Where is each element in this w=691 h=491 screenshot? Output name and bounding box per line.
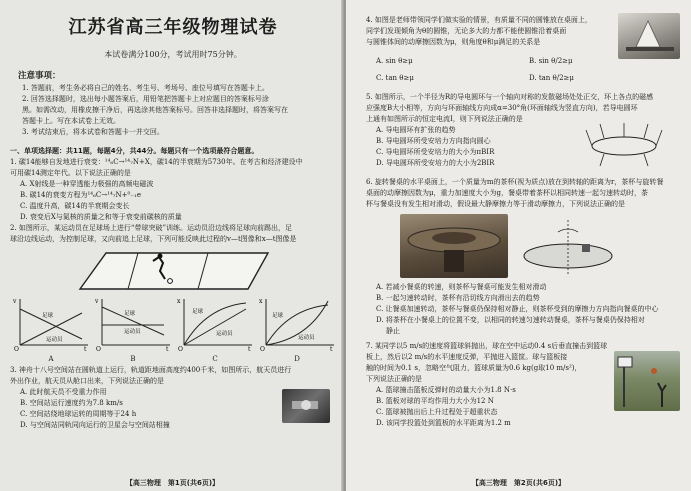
rotating-table-diagram bbox=[518, 214, 618, 278]
question-stem: 板上，然后以2 m/s的水平速度反弹，平抛进入篮筐。球与篮板接 bbox=[366, 353, 568, 361]
graph-options bbox=[12, 295, 336, 363]
space-station-photo bbox=[282, 389, 330, 423]
graph-letter: A bbox=[48, 355, 54, 363]
note-line: 答题卡上。写在本试卷上无效。 bbox=[22, 117, 120, 125]
question-stem: 与圆锥体间的动摩擦因数为μ，则角度θ和μ满足的关系是 bbox=[366, 38, 541, 46]
question-stem: 7. 某同学以5 m/s的速度将篮球斜抛出，球在空中运动0.4 s后垂直撞击到篮球 bbox=[366, 342, 608, 350]
basketball-court-photo bbox=[614, 351, 680, 411]
axis-v: v bbox=[95, 298, 99, 305]
question-stem: 桌面的动摩擦因数为μ，重力加速度大小为g，餐桌带着茶杯以相同转速一起匀速转动时，茶 bbox=[366, 189, 649, 197]
notes-title: 注意事项： bbox=[18, 71, 61, 81]
exam-meta: 本试卷满分100分，考试用时75分钟。 bbox=[104, 50, 242, 59]
question-stem: 可用碳14测定年代。以下说法正确的是 bbox=[10, 169, 131, 177]
question-6 bbox=[366, 177, 682, 337]
option-b: B. 导电圆环所受安培力方向指向圆心 bbox=[376, 137, 491, 145]
graph-letter: B bbox=[130, 355, 136, 363]
graph-option-c bbox=[176, 295, 254, 363]
note-line: 黑。如需改动，用橡皮擦干净后，再选涂其他答案标号。回答非选择题时，将答案写在 bbox=[22, 106, 288, 114]
question-4 bbox=[366, 15, 682, 84]
question-2 bbox=[10, 223, 336, 363]
question-stem: 5. 如图所示，一个半径为R的导电圆环与一个轴向对称的发散磁场处处正交，环上各点的磁感 bbox=[366, 93, 654, 101]
option-d: D. 将茶杯在小餐桌上的位置不变，以相同的转速匀速转动餐桌，茶杯与餐桌仍保持相对 bbox=[376, 316, 645, 324]
option-a: A. X射线是一种穿透能力极强的高频电磁波 bbox=[20, 180, 154, 188]
soccer-field-illustration bbox=[58, 247, 278, 293]
label-ball: 足球 bbox=[272, 313, 284, 319]
label-athlete: 运动员 bbox=[298, 335, 315, 341]
question-1 bbox=[10, 157, 336, 223]
conducting-ring-diagram bbox=[584, 122, 664, 168]
question-stem: 3. 神舟十八号空间站在圆轨道上运行，轨道距地面高度约400千米，如图所示，航天员进行 bbox=[10, 366, 292, 374]
xt-graph-d bbox=[258, 295, 336, 351]
question-stem: 下列说法正确的是 bbox=[366, 375, 422, 383]
label-ball: 足球 bbox=[192, 309, 204, 315]
vt-graph-b bbox=[94, 295, 172, 351]
vt-graph-a bbox=[12, 295, 90, 351]
axis-v: v bbox=[13, 298, 17, 305]
axis-t: t bbox=[330, 346, 333, 351]
option-d: D. tan θ/2≥μ bbox=[529, 74, 574, 82]
graph-option-b bbox=[94, 295, 172, 363]
option-c: C. tan θ≥μ bbox=[376, 74, 414, 82]
axis-origin: O bbox=[260, 346, 265, 351]
label-ball: 足球 bbox=[42, 313, 54, 319]
question-5 bbox=[366, 92, 682, 169]
question-stem: 上通有如图所示的恒定电流I，则下列说法正确的是 bbox=[366, 115, 523, 123]
note-line: 2. 回答选择题时，选出每小题答案后，用铅笔把答题卡上对应题目的答案标号涂 bbox=[22, 95, 269, 103]
option-d: D. 导电圆环所受安培力的大小为2BIR bbox=[376, 159, 495, 167]
question-stem: 4. 如图是老师带领同学们做实验的情景，有质量不同的圆锥放在桌面上， bbox=[366, 16, 592, 24]
question-stem: 杯与餐桌没有发生相对滑动，假设最大静摩擦力等于滑动摩擦力，下列说法正确的是 bbox=[366, 200, 625, 208]
option-a: A. 若减小餐桌的转速，则茶杯与餐桌可能发生相对滑动 bbox=[376, 283, 547, 291]
label-ball: 足球 bbox=[124, 311, 136, 317]
option-c: C. 导电圆环所受安培力的大小为πBIR bbox=[376, 148, 495, 156]
question-stem: 6. 旋转餐桌的水平桌面上，一个质量为m的茶杯(视为质点)放在到转轴的距离为r，茶杯与旋转餐 bbox=[366, 178, 664, 186]
rotating-table-photo bbox=[400, 214, 508, 278]
question-stem: 2. 如图所示，某运动员在足球场上进行“带球突破”训练。运动员沿边线将足球向前踢出，足 bbox=[10, 224, 293, 232]
question-stem: 1. 碳14能够自发地进行衰变：¹⁴₆C→¹⁴₇N+X，碳14的半衰期为5730年。在考古和经济建设中 bbox=[10, 158, 303, 166]
option-b: B. 一起匀速转动时，茶杯有沿切线方向滑出去的趋势 bbox=[376, 294, 540, 302]
axis-t: t bbox=[84, 346, 87, 351]
question-7 bbox=[366, 341, 682, 429]
option-d: D. 该同学投篮处到篮板的水平距离为1.2 m bbox=[376, 419, 511, 427]
page-footer-1: 【高三物理 第1页(共6页)】 bbox=[125, 479, 220, 487]
classroom-cone-photo bbox=[618, 13, 680, 59]
option-c: C. 篮球被抛出后上升过程处于超重状态 bbox=[376, 408, 498, 416]
option-a: A. sin θ≥μ bbox=[376, 57, 413, 65]
option-a: A. 此时航天员不受重力作用 bbox=[20, 388, 107, 396]
label-athlete: 运动员 bbox=[216, 331, 233, 337]
axis-t: t bbox=[248, 346, 251, 351]
page-footer-2: 【高三物理 第2页(共6页)】 bbox=[471, 479, 566, 487]
axis-x: x bbox=[177, 298, 181, 305]
option-c: C. 温度升高，碳14的半衰期会变长 bbox=[20, 202, 130, 210]
axis-origin: O bbox=[178, 346, 183, 351]
question-stem: 球沿边线运动，为控制足球，又向前追上足球，下列可能反映此过程的v—t图像和x—t图像是 bbox=[10, 235, 297, 243]
xt-graph-c bbox=[176, 295, 254, 351]
note-line: 3. 考试结束后，将本试卷和答题卡一并交回。 bbox=[22, 128, 164, 136]
graph-option-a bbox=[12, 295, 90, 363]
option-d-continued: 静止 bbox=[386, 327, 400, 335]
graph-option-d bbox=[258, 295, 336, 363]
axis-x: x bbox=[259, 298, 263, 305]
axis-t: t bbox=[166, 346, 169, 351]
option-d: D. 与空间站同轨同向运行的卫星会与空间站相撞 bbox=[20, 421, 170, 429]
option-a: A. 篮球撞击篮板反弹时的动量大小为1.8 N·s bbox=[376, 386, 516, 394]
option-a: A. 导电圆环有扩张的趋势 bbox=[376, 126, 456, 134]
option-b: B. 篮板对球的平均作用力大小为12 N bbox=[376, 397, 494, 405]
axis-origin: O bbox=[96, 346, 101, 351]
graph-letter: D bbox=[294, 355, 300, 363]
question-stem: 同学们发现倾角为θ的圆锥，无论多大的力都不能使圆锥沿着桌面 bbox=[366, 27, 567, 35]
question-stem: 外出作业，航天员从舱口出来，下列说法正确的是 bbox=[10, 377, 164, 385]
label-athlete: 运动员 bbox=[46, 337, 63, 343]
rotating-table-figures bbox=[400, 214, 682, 278]
option-c: C. 让餐桌加速转动，茶杯与餐桌仍保持相对静止，则茶杯受到的摩擦力方向指向餐桌的中心 bbox=[376, 305, 659, 313]
section-heading: 一、单项选择题：共11题，每题4分，共44分。每题只有一个选项最符合题意。 bbox=[10, 147, 259, 155]
graph-letter: C bbox=[212, 355, 218, 363]
option-c: C. 空间站绕地球运转的周期等于24 h bbox=[20, 410, 137, 418]
option-b: B. 空间站运行速度约为7.8 km/s bbox=[20, 399, 123, 407]
axis-origin: O bbox=[14, 346, 19, 351]
question-3 bbox=[10, 365, 336, 431]
option-d: D. 衰变后X与氮核的质量之和等于衰变前碳核的质量 bbox=[20, 213, 182, 221]
exam-page-1 bbox=[0, 0, 345, 491]
exam-page-2 bbox=[346, 0, 691, 491]
question-stem: 触的时间为0.1 s，忽略空气阻力，篮球质量为0.6 kg(g取10 m/s²)， bbox=[366, 364, 582, 372]
label-athlete: 运动员 bbox=[124, 329, 141, 335]
note-line: 1. 答题前，考生务必将自己的姓名、考生号、考场号、座位号填写在答题卡上。 bbox=[22, 84, 269, 92]
option-b: B. sin θ/2≥μ bbox=[529, 57, 573, 65]
option-b: B. 碳14的衰变方程为¹⁴₆C→¹⁴₇N+⁰₋₁e bbox=[20, 191, 141, 199]
exam-title: 江苏省高三年级物理试卷 bbox=[68, 17, 278, 38]
question-stem: 应强度B大小相等，方向与环面轴线方向成α=30°角(环面轴线为竖直方向)，若导电圆环 bbox=[366, 104, 638, 112]
